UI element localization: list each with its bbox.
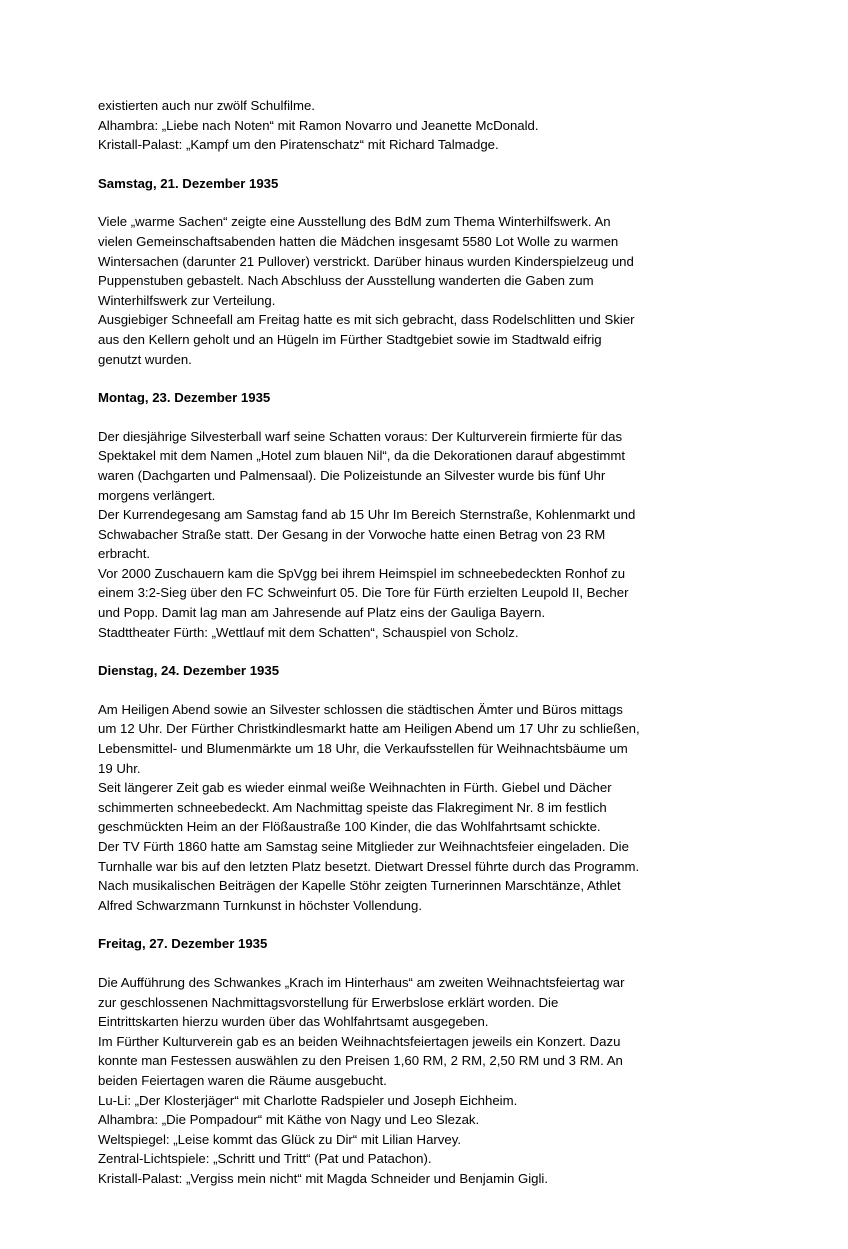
- text-line: schimmerten schneebedeckt. Am Nachmittag speiste das Flakregiment Nr. 8 im festlich: [98, 799, 607, 815]
- text-line: waren (Dachgarten und Palmensaal). Die Polizeistunde an Silvester wurde bis fünf Uhr: [98, 467, 606, 483]
- text-line: aus den Kellern geholt und an Hügeln im Fürther Stadtgebiet sowie im Stadtwald eifrig: [98, 331, 602, 347]
- text-line: Zentral-Lichtspiele: „Schritt und Tritt“ (Pat und Patachon).: [98, 1151, 432, 1167]
- text-line: Turnhalle war bis auf den letzten Platz besetzt. Dietwart Dressel führte durch das Programm.: [98, 858, 640, 874]
- text-line: Lu-Li: „Der Klosterjäger“ mit Charlotte Radspieler und Joseph Eichheim.: [98, 1092, 518, 1108]
- text-line: erbracht.: [98, 546, 151, 562]
- text-line: Nach musikalischen Beiträgen der Kapelle Stöhr zeigten Turnerinnen Marschtänze, Athlet: [98, 878, 621, 894]
- paragraph-spacer: [98, 155, 752, 174]
- text-line: Stadttheater Fürth: „Wettlauf mit dem Schatten“, Schauspiel von Scholz.: [98, 624, 519, 640]
- text-line: Die Aufführung des Schwankes „Krach im Hinterhaus“ am zweiten Weihnachtsfeiertag war: [98, 974, 625, 990]
- heading-freitag-27-dezember-1935: Freitag, 27. Dezember 1935: [98, 936, 268, 952]
- text-line: Der diesjährige Silvesterball warf seine Schatten voraus: Der Kulturverein firmierte für das: [98, 428, 623, 444]
- intro-paragraph: [98, 96, 752, 155]
- text-line: einem 3:2-Sieg über den FC Schweinfurt 05. Die Tore für Fürth erzielten Leupold II, Becher: [98, 585, 629, 601]
- paragraph-montag-23-dezember: [98, 427, 752, 643]
- heading-montag-23-dezember-1935: Montag, 23. Dezember 1935: [98, 390, 271, 406]
- text-line: vielen Gemeinschaftsabenden hatten die Mädchen insgesamt 5580 Lot Wolle zu warmen: [98, 233, 619, 249]
- text-line: Viele „warme Sachen“ zeigte eine Ausstellung des BdM zum Thema Winterhilfswerk. An: [98, 214, 611, 230]
- text-line: beiden Feiertagen waren die Räume ausgebucht.: [98, 1072, 387, 1088]
- text-line: Schwabacher Straße statt. Der Gesang in der Vorwoche hatte einen Betrag von 23 RM: [98, 526, 606, 542]
- paragraph-spacer: [98, 681, 752, 700]
- text-line: Der TV Fürth 1860 hatte am Samstag seine Mitglieder zur Weihnachtsfeier eingeladen. Die: [98, 839, 629, 854]
- text-line: um 12 Uhr. Der Fürther Christkindlesmarkt hatte am Heiligen Abend um 17 Uhr zu schließen,: [98, 721, 640, 737]
- document-body: [98, 96, 752, 1189]
- heading-dienstag-24-dezember-1935: Dienstag, 24. Dezember 1935: [98, 663, 280, 679]
- text-line: Vor 2000 Zuschauern kam die SpVgg bei ihrem Heimspiel im schneebedeckten Ronhof zu: [98, 565, 626, 581]
- text-line: Im Fürther Kulturverein gab es an beiden Weihnachtsfeiertagen jeweils ein Konzert. Dazu: [98, 1033, 621, 1049]
- text-line: Alfred Schwarzmann Turnkunst in höchster Vollendung.: [98, 897, 423, 913]
- text-line: Kristall-Palast: „Kampf um den Piratenschatz“ mit Richard Talmadge.: [98, 137, 499, 153]
- text-line: Winterhilfswerk zur Verteilung.: [98, 292, 276, 308]
- text-line: Lebensmittel- und Blumenmärkte um 18 Uhr, die Verkaufsstellen für Weihnachtsbäume um: [98, 741, 628, 757]
- paragraph-spacer: [98, 642, 752, 661]
- paragraph-spacer: [98, 408, 752, 427]
- text-line: Kristall-Palast: „Vergiss mein nicht“ mit Magda Schneider und Benjamin Gigli.: [98, 1170, 549, 1186]
- text-line: Spektakel mit dem Namen „Hotel zum blauen Nil“, da die Dekorationen darauf abgestimmt: [98, 448, 626, 464]
- paragraph-spacer: [98, 193, 752, 212]
- text-line: geschmückten Heim an der Flößaustraße 100 Kinder, die das Wohlfahrtsamt schickte.: [98, 819, 601, 835]
- text-line: zur geschlossenen Nachmittagsvorstellung für Erwerbslose erklärt worden. Die: [98, 994, 559, 1010]
- text-line: Alhambra: „Liebe nach Noten“ mit Ramon Novarro und Jeanette McDonald.: [98, 117, 539, 133]
- paragraph-spacer: [98, 954, 752, 973]
- text-line: Ausgiebiger Schneefall am Freitag hatte es mit sich gebracht, dass Rodelschlitten und Skier: [98, 312, 635, 328]
- text-line: Puppenstuben gebastelt. Nach Abschluss der Ausstellung wanderten die Gaben zum: [98, 273, 594, 289]
- text-line: Wintersachen (darunter 21 Pullover) verstrickt. Darüber hinaus wurden Kinderspielzeug und: [98, 253, 634, 269]
- paragraph-spacer: [98, 369, 752, 388]
- text-line: 19 Uhr.: [98, 760, 141, 776]
- text-line: Am Heiligen Abend sowie an Silvester schlossen die städtischen Ämter und Büros mittags: [98, 701, 623, 717]
- text-line: Eintrittskarten hierzu wurden über das Wohlfahrtsamt ausgegeben.: [98, 1014, 489, 1030]
- paragraph-spacer: [98, 915, 752, 934]
- text-line: und Popp. Damit lag man am Jahresende auf Platz eins der Gauliga Bayern.: [98, 605, 546, 621]
- text-line: genutzt wurden.: [98, 351, 192, 367]
- text-line: Der Kurrendegesang am Samstag fand ab 15 Uhr Im Bereich Sternstraße, Kohlenmarkt und: [98, 507, 636, 523]
- text-line: Seit längerer Zeit gab es wieder einmal weiße Weihnachten in Fürth. Giebel und Dächer: [98, 780, 612, 796]
- text-line: Alhambra: „Die Pompadour“ mit Käthe von Nagy und Leo Slezak.: [98, 1112, 480, 1128]
- text-line: morgens verlängert.: [98, 487, 216, 503]
- text-line: konnte man Festessen auswählen zu den Preisen 1,60 RM, 2 RM, 2,50 RM und 3 RM. An: [98, 1053, 623, 1069]
- paragraph-samstag-21-dezember: [98, 212, 752, 369]
- heading-samstag-21-dezember-1935: Samstag, 21. Dezember 1935: [98, 175, 279, 191]
- text-line: Weltspiegel: „Leise kommt das Glück zu Dir“ mit Lilian Harvey.: [98, 1131, 462, 1147]
- text-line: existierten auch nur zwölf Schulfilme.: [98, 98, 315, 113]
- paragraph-dienstag-24-dezember: [98, 700, 752, 916]
- paragraph-freitag-27-dezember: [98, 973, 752, 1189]
